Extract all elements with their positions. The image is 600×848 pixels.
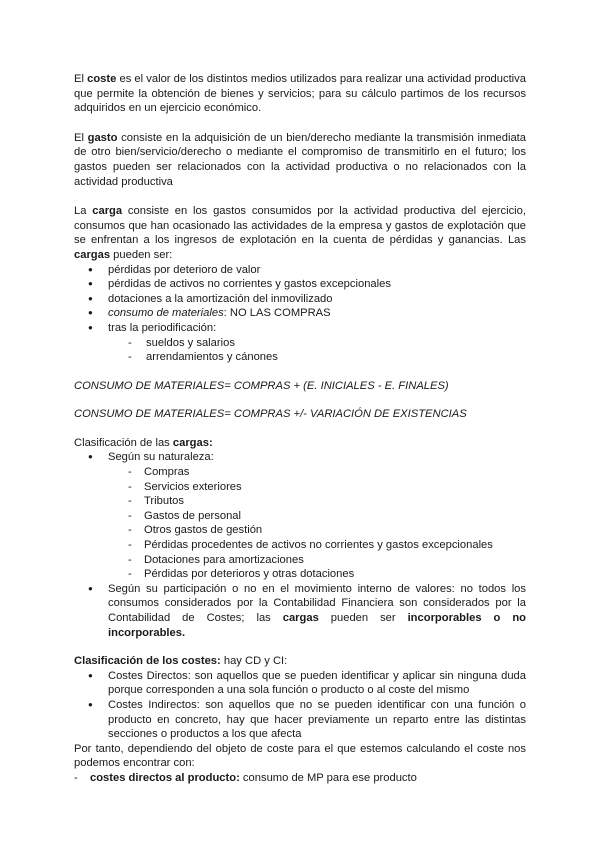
- sub-list-item: [74, 771, 526, 786]
- heading-clasificacion-cargas: [74, 436, 526, 451]
- text: : NO LAS COMPRAS: [223, 307, 331, 320]
- text: Clasificación de las: [74, 436, 173, 449]
- sub-list-item: - Gastos de personal: [74, 509, 526, 524]
- text: pueden ser: [318, 612, 408, 624]
- document-body: [74, 72, 526, 786]
- text: es el valor de los distintos medios utilizados para realizar una actividad productiva que permite la obtención de bienes y servicios; para su cálculo partimos de los recursos adquiridos en un ejercicio económico.: [74, 73, 526, 115]
- term-cargas: cargas: [282, 612, 319, 624]
- term-cargas: cargas: [74, 248, 111, 261]
- costes-directos-list: [74, 771, 526, 786]
- sub-list-item: - Otros gastos de gestión: [74, 523, 526, 538]
- text: La: [74, 205, 93, 218]
- text: consumo de materiales: [108, 307, 224, 320]
- text: consiste en los gastos consumidos por la actividad productiva del ejercicio, consumos que han ocasionado las actividades de la empresa y gastos de explotación que se enfrentan a los ingresos de explotación en la cuenta de pérdidas y ganancias. Las: [74, 205, 526, 247]
- text: El: [74, 73, 88, 85]
- list-item: ● tras la periodificación:: [74, 321, 526, 336]
- costes-list: [74, 669, 526, 742]
- cargas-list: [74, 263, 526, 365]
- sub-list-item: - sueldos y salarios: [74, 336, 526, 351]
- text: El: [74, 131, 88, 144]
- text: consiste en la adquisición de un bien/derecho mediante la transmisión inmediata de otro bien/servicio/derecho o mediante el compromiso de transmitirlo en el futuro; los gastos pueden ser relacionados con la actividad productiva o no relacionados con la actividad productiva: [74, 131, 527, 188]
- term-cargas: cargas:: [172, 436, 213, 449]
- list-item: ● Costes Directos: son aquellos que se pueden identificar y aplicar sin ninguna duda porque corresponden a una sola función o producto o al coste del mismo: [74, 669, 526, 698]
- paragraph-gasto: [74, 131, 526, 189]
- formula-consumo-1: CONSUMO DE MATERIALES= COMPRAS + (E. INICIALES - E. FINALES): [74, 379, 449, 392]
- sub-list-item: - Tributos: [74, 494, 526, 509]
- sub-list-item: - Servicios exteriores: [74, 480, 526, 495]
- list-item: ● dotaciones a la amortización del inmovilizado: [74, 292, 526, 307]
- text: pueden ser:: [110, 248, 173, 261]
- formula-consumo-2: CONSUMO DE MATERIALES= COMPRAS +/- VARIACIÓN DE EXISTENCIAS: [74, 408, 467, 421]
- sub-list-item: - Dotaciones para amortizaciones: [74, 553, 526, 568]
- list-item: [74, 582, 526, 640]
- sub-list-item: - Pérdidas por deterioros y otras dotaciones: [74, 567, 526, 582]
- list-item: ● pérdidas de activos no corrientes y gastos excepcionales: [74, 277, 526, 292]
- paragraph-coste: [74, 72, 526, 116]
- sub-list-item: - Compras: [74, 465, 526, 480]
- paragraph-carga: [74, 204, 526, 262]
- term-carga: carga: [92, 205, 123, 218]
- heading-clasificacion-costes: [74, 654, 526, 669]
- text: costes directos al producto:: [90, 771, 240, 784]
- list-item: [74, 306, 526, 321]
- list-item: ● Según su naturaleza:: [74, 450, 526, 465]
- sub-list-item: - arrendamientos y cánones: [74, 350, 526, 365]
- text: hay CD y CI:: [220, 655, 288, 668]
- text: consumo de MP para ese producto: [239, 771, 417, 784]
- term-coste: coste: [87, 73, 117, 85]
- text: Según su participación o no en el movimiento interno de valores: no todos los consumos considerados por la Contabilidad Financiera son considerados por la Contabilidad de Costes; las: [108, 582, 526, 624]
- term-incorporables: incorporables o no incorporables.: [108, 612, 526, 639]
- list-item: ● Costes Indirectos: son aquellos que no se pueden identificar con una función o producto en concreto, hay que hacer previamente un reparto entre las distintas secciones o productos a los que afecta: [74, 698, 526, 742]
- clasificacion-list: [74, 450, 526, 640]
- sub-list-item: - Pérdidas procedentes de activos no corrientes y gastos excepcionales: [74, 538, 526, 553]
- term-gasto: gasto: [87, 131, 118, 144]
- text: Clasificación de los costes:: [74, 655, 221, 668]
- list-item: ● pérdidas por deterioro de valor: [74, 263, 526, 278]
- paragraph-por-tanto: Por tanto, dependiendo del objeto de coste para el que estemos calculando el coste nos podemos encontrar con:: [74, 742, 526, 770]
